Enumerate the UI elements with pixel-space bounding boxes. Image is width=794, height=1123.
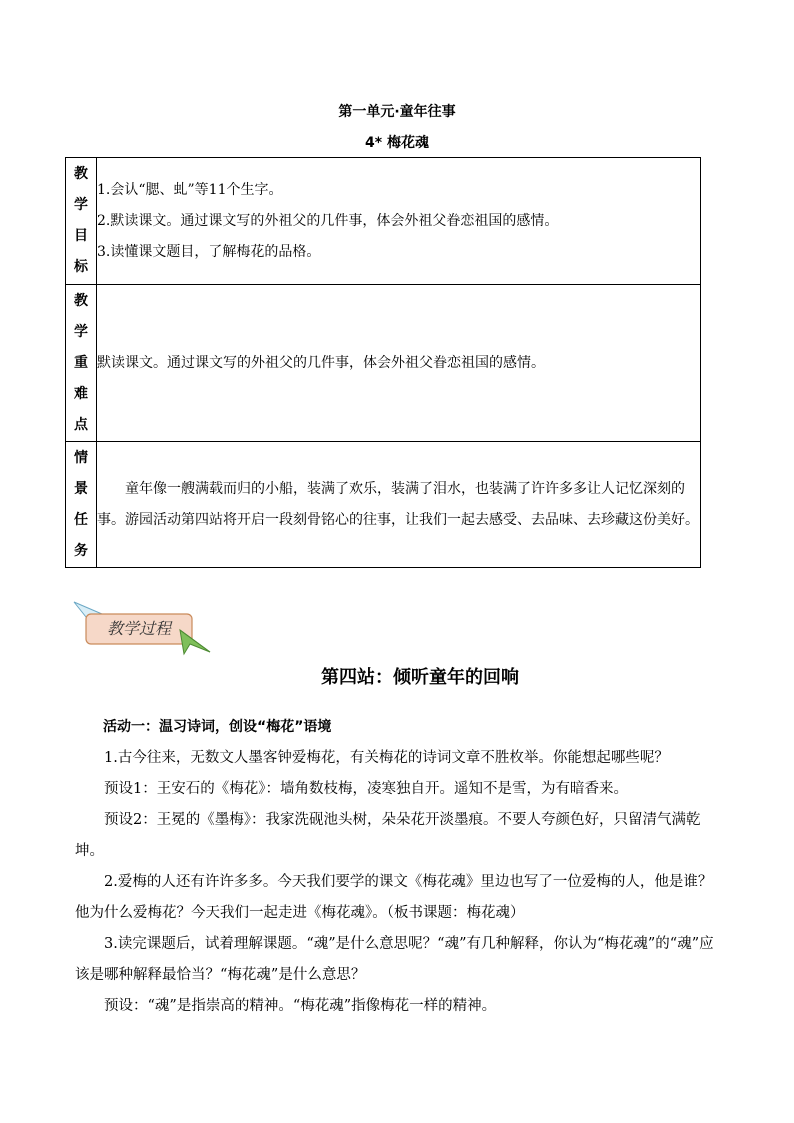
goal-item: 2.默读课文。通过课文写的外祖父的几件事，体会外祖父眷恋祖国的感情。 <box>97 212 559 229</box>
label-char: 标 <box>74 259 88 275</box>
label-char: 重 <box>74 354 88 371</box>
label-char: 难 <box>74 385 88 402</box>
label-char: 任 <box>74 511 88 528</box>
scenario-content <box>97 442 701 568</box>
paragraph: 1.古今往来，无数文人墨客钟爱梅花，有关梅花的诗词文章不胜枚举。你能想起哪些呢？ <box>104 750 669 766</box>
label-char: 学 <box>74 197 88 213</box>
row-label-scenario <box>66 442 97 568</box>
table-row-scenario <box>66 442 701 568</box>
lesson-title: 4* 梅花魂 <box>365 135 429 151</box>
section-title: 第四站：倾听童年的回响 <box>321 667 519 688</box>
badge-label: 教学过程 <box>106 619 171 638</box>
label-char: 目 <box>74 228 88 244</box>
goal-item: 3.读懂课文题目，了解梅花的品格。 <box>97 243 321 260</box>
paragraph: 2.爱梅的人还有许许多多。今天我们要学的课文《梅花魂》里边也写了一位爱梅的人，他是谁？他为什么爱梅花？今天我们一起走进《梅花魂》。（板书课题：梅花魂） <box>75 874 713 921</box>
keypoints-text: 默读课文。通过课文写的外祖父的几件事，体会外祖父眷恋祖国的感情。 <box>97 354 545 371</box>
table-row-keypoints <box>66 285 701 442</box>
label-char: 教 <box>74 166 88 182</box>
row-label-keypoints <box>66 285 97 442</box>
goals-content <box>97 158 701 285</box>
goal-item: 1.会认“腮、虬”等11个生字。 <box>97 181 283 198</box>
keypoints-content <box>97 285 701 442</box>
scenario-text: 童年像一艘满载而归的小船，装满了欢乐，装满了泪水，也装满了许许多多让人记忆深刻的事。游园活动第四站将开启一段刻骨铭心的往事，让我们一起去感受、去品味、去珍藏这份美好。 <box>97 480 699 528</box>
paragraph: 预设1：王安石的《梅花》：墙角数枝梅，凌寒独自开。遥知不是雪，为有暗香来。 <box>104 781 628 797</box>
label-char: 点 <box>74 416 88 433</box>
label-char: 务 <box>74 542 88 559</box>
label-char: 教 <box>74 292 88 309</box>
label-char: 景 <box>74 480 88 497</box>
paragraph: 3.读完课题后，试着理解课题。“魂”是什么意思呢？“魂”有几种解释，你认为“梅花魂”的“魂”应该是哪种解释最恰当？“梅花魂”是什么意思？ <box>75 936 714 983</box>
unit-title: 第一单元·童年往事 <box>338 104 456 120</box>
paragraph: 预设：“魂”是指崇高的精神。“梅花魂”指像梅花一样的精神。 <box>104 998 497 1014</box>
lesson-body <box>75 712 725 1022</box>
label-char: 情 <box>74 449 88 466</box>
paragraph: 预设2：王冕的《墨梅》：我家洗砚池头树，朵朵花开淡墨痕。不要人夸颜色好，只留清气满乾坤。 <box>75 812 701 859</box>
label-char: 学 <box>74 323 88 340</box>
table-row-goals <box>66 158 701 285</box>
teaching-process-badge <box>72 600 212 656</box>
row-label-goals <box>66 158 97 285</box>
activity-heading: 活动一：温习诗词，创设“梅花”语境 <box>103 719 332 735</box>
lesson-plan-table <box>65 157 701 568</box>
